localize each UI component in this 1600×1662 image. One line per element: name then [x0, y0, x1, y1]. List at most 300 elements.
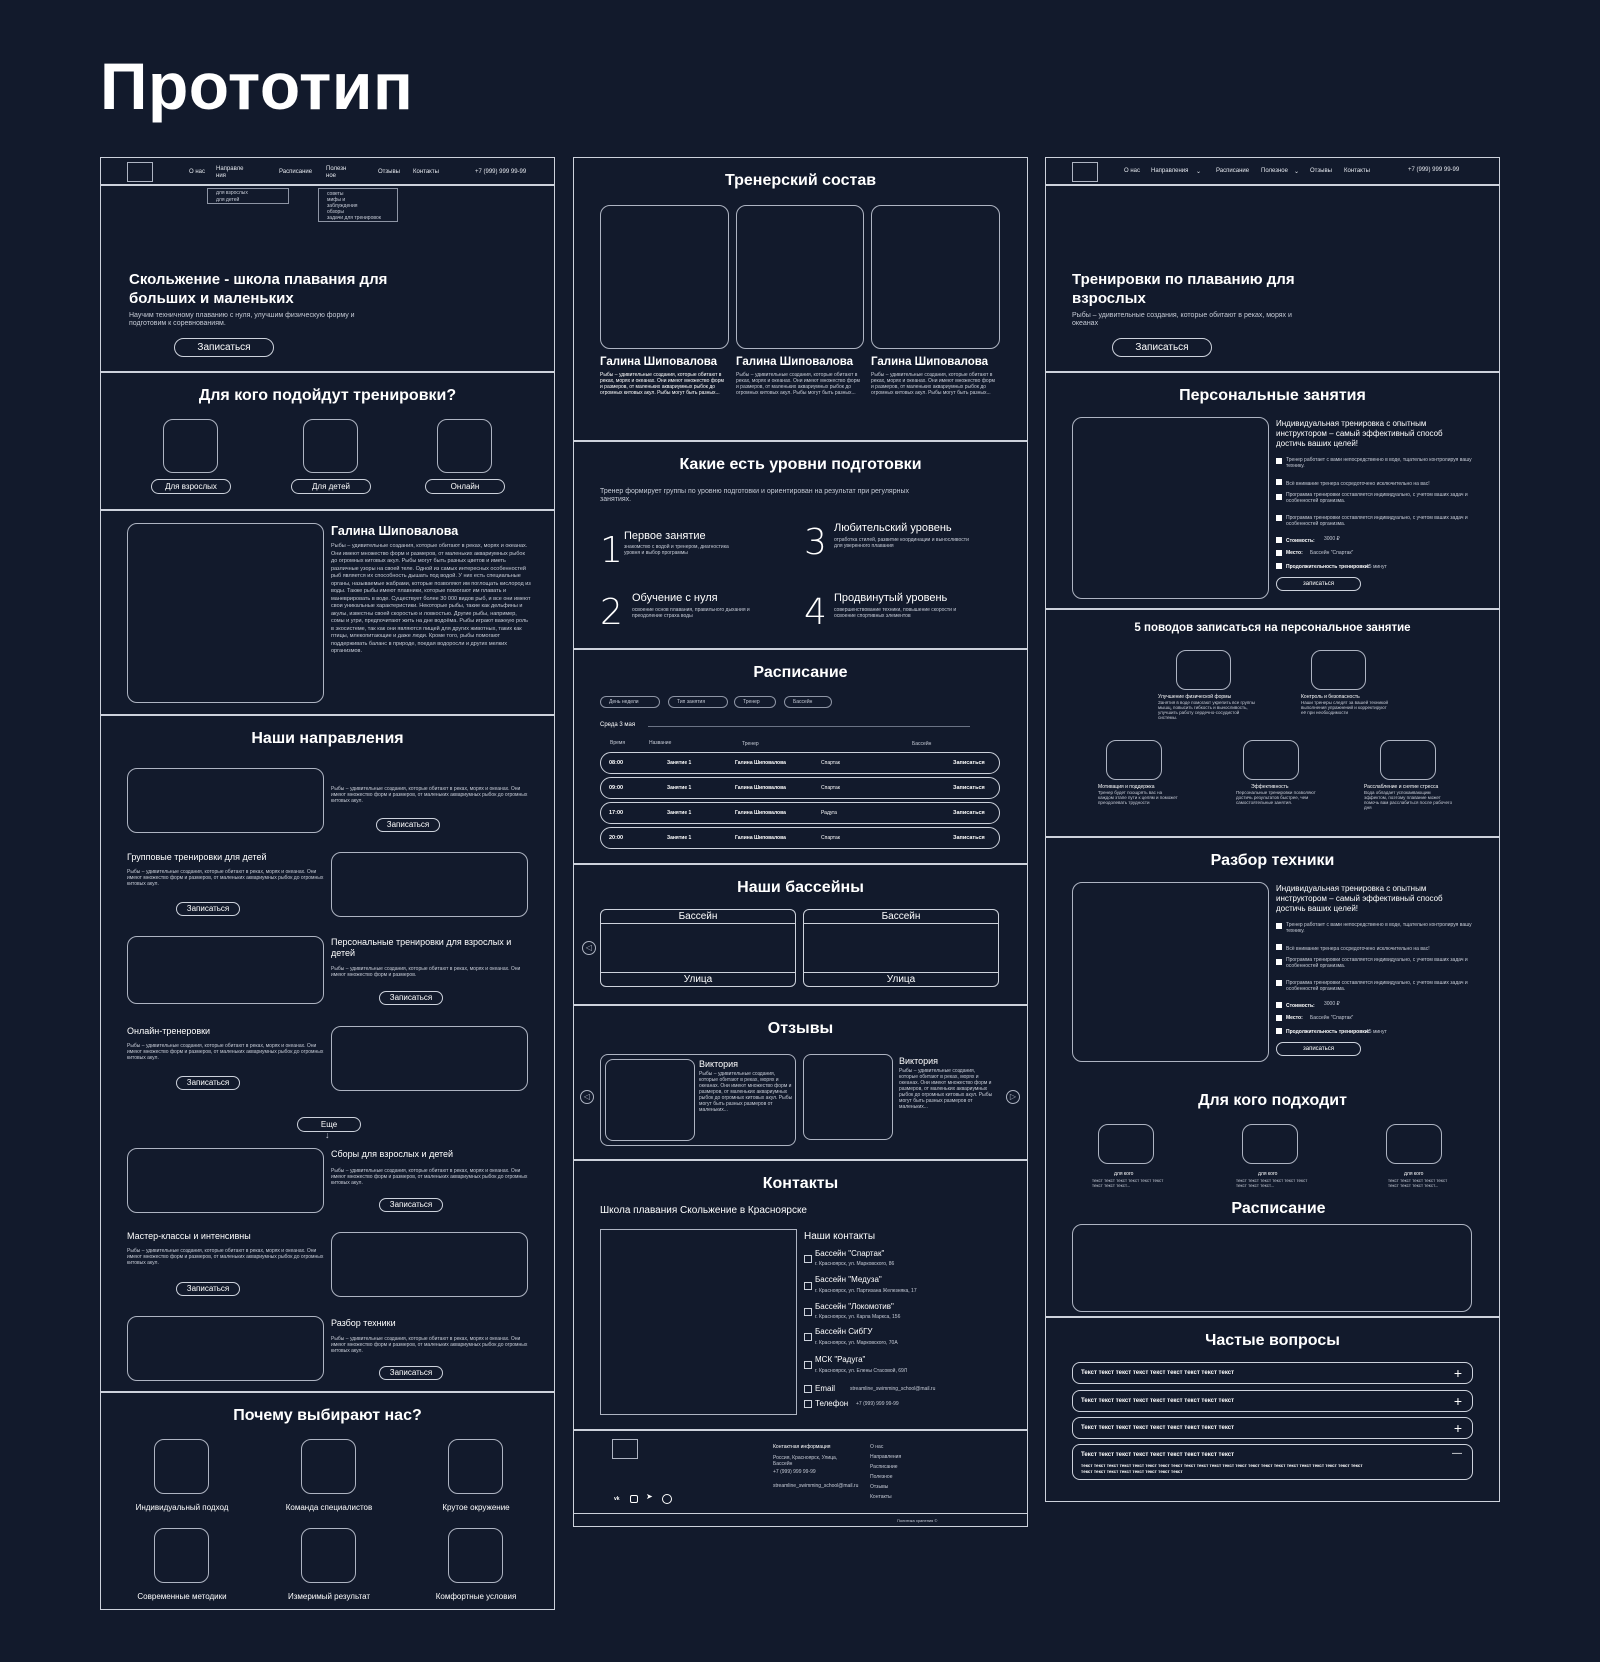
nav-about[interactable]: О нас: [189, 169, 205, 175]
email-value[interactable]: streamline_swimming_school@mail.ru: [850, 1386, 936, 1392]
nav-about[interactable]: О нас: [1124, 168, 1140, 174]
review-text: Рыбы – удивительные создания, которые обитают в реках, морях и океанах. Они имеют множество форм и размеров, от маленьких аквариумных рыбок до огромных китовых акул. Рыбы могут быть разных размеров от маленьких...: [699, 1071, 793, 1113]
row-coach: Галина Шиповалова: [735, 760, 786, 766]
who-online-button[interactable]: Онлайн: [425, 479, 505, 494]
contact-pool: Бассейн "Медуза": [815, 1275, 882, 1284]
pool-street: Улица: [804, 972, 998, 986]
who-kids-button[interactable]: Для детей: [291, 479, 371, 494]
more-button[interactable]: Еще: [297, 1117, 361, 1132]
faq-item[interactable]: [1072, 1390, 1473, 1412]
contact-address: г. Красноярск, ул. Партизана Железняка, 17: [815, 1288, 917, 1294]
header-phone[interactable]: +7 (999) 999 99-99: [475, 169, 527, 175]
row-signup-button[interactable]: Записаться: [953, 810, 985, 816]
coach-bio: Рыбы – удивительные создания, которые обитают в реках, морях и океанах. Они имеют множество форм и размеров, от маленьких аквариумных рыбок до огромных китовых акул. Рыбы могут быть разных...: [736, 372, 860, 396]
row-name: Занятие 1: [667, 810, 692, 816]
reason-text: Тренер будет поощрять вас на каждом этапе пути к целям и поможет преодолевать трудности: [1098, 790, 1178, 805]
header: [1046, 158, 1499, 186]
direction-text: Рыбы – удивительные создания, которые обитают в реках, морях и океанах. Они имеют множество форм и размеров, от маленьких аквариумных рыбок до огромных китовых акул.: [127, 1043, 324, 1061]
nav-directions[interactable]: Направления: [1151, 168, 1189, 174]
coach-bio: Рыбы – удивительные создания, которые обитают в реках, морях и океанах. Они имеют множество форм и размеров, от маленьких аквариумных рыбок до огромных китовых акул. Рыбы могут быть разных цветов и иметь различные узоры на своей теле. Одной из самых интересных особенностей рыб является их способность дышать под водой. У них есть специальные органы, называемые жабрами, которые позволяют им поглощать кислород из воды. Также рыбы имеют плавники, которые помогают им плавать и маневрировать в воде. Существует более 30 000 видов рыб, и все они имеют свои уникальные характеристики. Некоторые рыбы, такие как дельфины и акулы, известны своей скоростью и ловкостью. Другие рыбы, например, сомы и угри, предпочитают жить на дне водоёма. Рыбы играют важную роль в экосистеме, так как они являются пищей для других животных, таких как птицы, млекопитающие и даже люди. Кроме того, рыбы помогают поддерживать баланс в природе, поедая водоросли и других мелких организмов.: [331, 543, 531, 654]
who-card-image: [163, 419, 218, 473]
bullet-icon: [1276, 1028, 1282, 1034]
mail-icon: [804, 1385, 812, 1393]
row-coach: Галина Шиповалова: [735, 835, 786, 841]
duration-label: Продолжительность тренировки:: [1286, 564, 1370, 570]
personal-lead: Индивидуальная тренировка с опытным инструктором – самый эффективный способ достичь ваших целей!: [1276, 419, 1443, 448]
schedule-placeholder: [1072, 1224, 1472, 1312]
review-name: Виктория: [899, 1056, 939, 1066]
reason-title: Эффективность: [1251, 784, 1289, 790]
reason-text: Наши тренеры следят за вашей техникой выполнения упражнений и корректируют её при необходимости: [1301, 700, 1389, 715]
level-number: 2: [600, 592, 623, 633]
dd-kids[interactable]: для детей: [216, 197, 240, 203]
technique-section: [1046, 836, 1499, 1266]
col-coach: Тренер: [742, 741, 759, 747]
footer-info-title: Контактная информация: [773, 1444, 831, 1450]
bullet-icon: [1276, 458, 1282, 464]
row-name: Занятие 1: [667, 785, 692, 791]
pools-section: [574, 863, 1027, 1003]
why-label: Измеримый результат: [287, 1592, 371, 1601]
reason-text: Занятия в воде помогают укрепить все группы мышц, повысить гибкость и выносливость, улучшить работу сердечно-сосудистой системы.: [1158, 700, 1255, 720]
faq-question: Текст текст текст текст текст текст текст текст текст: [1081, 1398, 1235, 1404]
why-image: [448, 1439, 503, 1494]
coach-photo: [127, 523, 324, 703]
direction-image: [127, 1148, 324, 1213]
level-title: Первое занятие: [624, 530, 706, 542]
faq-item[interactable]: [1072, 1362, 1473, 1384]
faq-item-expanded[interactable]: [1072, 1444, 1473, 1480]
schedule-row: [600, 802, 1000, 824]
row-time: 08:00: [609, 760, 624, 766]
footer: [574, 1429, 1027, 1527]
footer-link-reviews[interactable]: Отзывы: [870, 1484, 889, 1490]
footer-email: streamline_swimming_school@mail.ru: [773, 1483, 859, 1489]
faq-answer: текст текст текст текст текст текст текст текст текст текст текст текст текст текст текст текст текст текст текст текст текст текст текст текст текст текст текст текст текст текст: [1081, 1463, 1363, 1474]
policy-text[interactable]: Политика хранения ©: [897, 1518, 938, 1523]
footer-link-useful[interactable]: Полезное: [870, 1474, 893, 1480]
row-coach: Галина Шиповалова: [735, 785, 786, 791]
schedule-row: [600, 752, 1000, 774]
row-coach: Галина Шиповалова: [735, 810, 786, 816]
nav-schedule[interactable]: Расписание: [279, 169, 313, 175]
nav-useful[interactable]: Полезное: [1261, 168, 1288, 174]
faq-question: Текст текст текст текст текст текст текст текст текст: [1081, 1452, 1235, 1458]
fit-text: текст текст текст текст текст текст текст текст текст...: [1092, 1178, 1164, 1188]
personal-image: [1072, 417, 1269, 599]
prev-arrow-icon[interactable]: ◁: [582, 941, 596, 955]
footer-phone: +7 (999) 999 99-99: [773, 1469, 816, 1475]
review-photo: [605, 1059, 695, 1141]
reviews-section: [574, 1004, 1027, 1159]
bullet-text: Тренер работает с вами непосредственно в воде, тщательно контролируя вашу технику.: [1286, 922, 1472, 934]
prototype-adults: [1045, 157, 1500, 1502]
direction-text: Рыбы – удивительные создания, которые обитают в реках, морях и океанах. Они имеют множество форм и размеров.: [331, 966, 521, 978]
pin-icon: [804, 1361, 812, 1369]
minus-icon[interactable]: —: [1452, 1448, 1462, 1459]
contacts-title: Контакты: [762, 1175, 839, 1192]
row-time: 09:00: [609, 785, 624, 791]
technique-signup-button[interactable]: записаться: [1276, 1042, 1361, 1056]
contact-pool: Бассейн "Локомотив": [815, 1302, 894, 1311]
direction-signup-button[interactable]: Записаться: [379, 991, 443, 1005]
reason-image: [1176, 650, 1231, 690]
level-number: 1: [600, 530, 623, 571]
divider: [648, 726, 970, 727]
schedule-date: Среда 3 мая: [600, 722, 636, 728]
filter-day[interactable]: День недели: [600, 696, 660, 708]
row-signup-button[interactable]: Записаться: [953, 785, 985, 791]
coach-name: Галина Шиповалова: [331, 524, 459, 538]
price-label: Стоимость:: [1286, 1003, 1315, 1009]
why-label: Крутое окружение: [442, 1503, 510, 1512]
levels-section: [574, 440, 1027, 648]
faq-question: Текст текст текст текст текст текст текст текст текст: [1081, 1370, 1235, 1376]
direction-title: Групповые тренировки для детей: [127, 852, 267, 862]
schedule-title: Расписание: [1231, 1200, 1326, 1217]
telegram-icon[interactable]: ➤: [646, 1492, 653, 1501]
nav-schedule[interactable]: Расписание: [1216, 168, 1250, 174]
footer-link-about[interactable]: О нас: [870, 1444, 884, 1450]
header: [101, 158, 554, 186]
level-desc: знакомство с водой и тренером, диагностика уровня и выбор программы: [624, 544, 729, 556]
direction-image: [331, 1026, 528, 1091]
reason-title: Улучшение физической формы: [1158, 694, 1232, 700]
phone-value[interactable]: +7 (999) 999 99-99: [856, 1401, 899, 1407]
review-card: [600, 1054, 796, 1146]
personal-section: [1046, 371, 1499, 608]
footer-logo[interactable]: [612, 1439, 638, 1459]
plus-icon[interactable]: +: [1453, 1393, 1462, 1409]
bullet-icon: [1276, 1015, 1282, 1021]
coach-name: Галина Шиповалова: [600, 356, 718, 368]
nav-reviews[interactable]: Отзывы: [378, 169, 400, 175]
whatsapp-icon[interactable]: [662, 1494, 672, 1504]
nav-useful[interactable]: Полезн ное: [326, 166, 347, 179]
dd-tips[interactable]: советы: [327, 191, 344, 197]
fit-image: [1386, 1124, 1442, 1164]
prev-arrow-icon[interactable]: ◁: [580, 1090, 594, 1104]
footer-link-schedule[interactable]: Расписание: [870, 1464, 898, 1470]
why-label: Индивидуальный подход: [135, 1503, 229, 1512]
level-title: Любительский уровень: [834, 522, 952, 534]
bullet-icon: [1276, 515, 1282, 521]
pool-name: Бассейн: [601, 910, 795, 924]
coach-name: Галина Шиповалова: [871, 356, 989, 368]
prototype-info: [573, 157, 1028, 1527]
direction-signup-button[interactable]: Записаться: [176, 902, 240, 916]
col-time: Время: [610, 740, 626, 746]
bullet-icon: [1276, 959, 1282, 965]
direction-title: Персональные тренировки для взрослых и детей: [331, 937, 512, 958]
review-photo: [803, 1054, 893, 1140]
bullet-icon: [1276, 980, 1282, 986]
review-text: Рыбы – удивительные создания, которые обитают в реках, морях и океанах. Они имеют множество форм и размеров, от маленьких аквариумных рыбок до огромных китовых акул. Рыбы могут быть разных размеров от маленьких...: [899, 1068, 993, 1110]
pin-icon: [804, 1255, 812, 1263]
pool-card[interactable]: [803, 909, 999, 987]
plus-icon[interactable]: +: [1453, 1420, 1462, 1436]
nav-directions[interactable]: Направле ния: [216, 166, 244, 179]
direction-text: Рыбы – удивительные создания, которые обитают в реках, морях и океанах. Они имеют множество форм и размеров, от маленьких аквариумных рыбок до огромных китовых акул.: [331, 1336, 528, 1354]
dd-myths[interactable]: мифы и заблуждения: [327, 197, 358, 209]
footer-link-directions[interactable]: Направления: [870, 1454, 902, 1460]
reason-image: [1243, 740, 1299, 780]
instagram-icon[interactable]: [630, 1495, 638, 1503]
direction-text: Рыбы – удивительные создания, которые обитают в реках, морях и океанах. Они имеют множество форм и размеров, от маленьких аквариумных рыбок до огромных китовых акул.: [331, 786, 528, 804]
bullet-icon: [1276, 550, 1282, 556]
bullet-icon: [1276, 479, 1282, 485]
why-image: [154, 1528, 209, 1583]
reason-title: Мотивация и поддержка: [1098, 784, 1155, 790]
bullet-text: Тренер работает с вами непосредственно в воде, тщательно контролируя вашу технику.: [1286, 457, 1472, 469]
contact-address: г. Красноярск, ул. Марковского, 86: [815, 1261, 895, 1267]
row-time: 17:00: [609, 810, 624, 816]
hero-subtitle: Рыбы – удивительные создания, которые обитают в реках, морях и океанах: [1072, 312, 1292, 327]
map[interactable]: [600, 1229, 797, 1415]
dd-adults[interactable]: для взрослых: [216, 190, 248, 196]
direction-image: [127, 936, 324, 1004]
fit-label: для кого: [1114, 1171, 1134, 1177]
direction-signup-button[interactable]: Записаться: [176, 1076, 240, 1090]
dd-reviews[interactable]: обзоры: [327, 209, 344, 215]
direction-signup-button[interactable]: Записаться: [176, 1282, 240, 1296]
who-title: Для кого подойдут тренировки?: [198, 387, 457, 404]
page-title: Прототип: [100, 49, 414, 123]
why-label: Команда специалистов: [285, 1503, 373, 1512]
dropdown-useful: [318, 188, 398, 222]
who-card-image: [437, 419, 492, 473]
pool-name: Бассейн: [804, 910, 998, 924]
level-desc: освоение основ плавания, правильного дыхания и преодоление страха воды: [632, 607, 750, 619]
chevron-down-icon[interactable]: ⌄: [1294, 169, 1300, 175]
directions-title: Наши направления: [251, 730, 404, 747]
direction-signup-button[interactable]: Записаться: [379, 1198, 443, 1212]
price-label: Стоимость:: [1286, 538, 1315, 544]
footer-link-contacts[interactable]: Контакты: [870, 1494, 892, 1500]
who-adults-button[interactable]: Для взрослых: [151, 479, 231, 494]
row-pool: Спартак: [821, 785, 840, 791]
filter-pool[interactable]: Бассейн: [784, 696, 832, 708]
nav-contacts[interactable]: Контакты: [413, 169, 439, 175]
bullet-icon: [1276, 494, 1282, 500]
reason-image: [1380, 740, 1436, 780]
directions-section: [101, 714, 554, 1398]
reasons-title: 5 поводов записаться на персональное занятие: [1134, 622, 1411, 634]
hero-signup-button[interactable]: Записаться: [1112, 338, 1212, 357]
duration-value: 45 минут: [1366, 1029, 1387, 1035]
why-image: [154, 1439, 209, 1494]
place-value: Бассейн "Спартак": [1310, 1015, 1354, 1021]
direction-title: Сборы для взрослых и детей: [331, 1149, 454, 1159]
schedule-row: [600, 777, 1000, 799]
vk-icon[interactable]: vk: [614, 1496, 620, 1502]
direction-text: Рыбы – удивительные создания, которые обитают в реках, морях и океанах. Они имеют множество форм и размеров, от маленьких аквариумных рыбок до огромных китовых акул.: [127, 1248, 324, 1266]
bullet-text: Программа тренировки составляется индивидуально, с учетом ваших задач и особенностей организма.: [1286, 980, 1468, 992]
duration-label: Продолжительность тренировки:: [1286, 1029, 1370, 1035]
faq-question: Текст текст текст текст текст текст текст текст текст: [1081, 1425, 1235, 1431]
fit-text: текст текст текст текст текст текст текст текст текст...: [1236, 1178, 1308, 1188]
fit-image: [1242, 1124, 1298, 1164]
technique-lead: Индивидуальная тренировка с опытным инструктором – самый эффективный способ достичь ваших целей!: [1276, 884, 1443, 913]
direction-text: Рыбы – удивительные создания, которые обитают в реках, морях и океанах. Они имеют множество форм и размеров, от маленьких аквариумных рыбок до огромных китовых акул.: [127, 869, 324, 887]
pools-title: Наши бассейны: [737, 879, 864, 896]
faq-section: [1046, 1316, 1499, 1502]
header-phone[interactable]: +7 (999) 999 99-99: [1408, 167, 1460, 173]
duration-value: 45 минут: [1366, 564, 1387, 570]
technique-title: Разбор техники: [1210, 852, 1335, 869]
hero-title: Тренировки по плаванию для взрослых: [1072, 271, 1295, 307]
reason-image: [1106, 740, 1162, 780]
fit-label: для кого: [1404, 1171, 1424, 1177]
coach-name: Галина Шиповалова: [736, 356, 854, 368]
contact-address: г. Красноярск, ул. Елены Стасовой, 69Л: [815, 1368, 908, 1374]
direction-signup-button[interactable]: Записаться: [376, 818, 440, 832]
direction-image: [127, 768, 324, 833]
place-value: Бассейн "Спартак": [1310, 550, 1354, 556]
review-name: Виктория: [699, 1059, 739, 1069]
contact-address: г. Красноярск, ул. Карла Маркса, 156: [815, 1314, 901, 1320]
pin-icon: [804, 1333, 812, 1341]
phone-icon: [804, 1400, 812, 1408]
level-title: Продвинутый уровень: [834, 592, 948, 604]
fit-title: Для кого подходит: [1198, 1092, 1347, 1109]
next-arrow-icon[interactable]: ▷: [1006, 1090, 1020, 1104]
direction-text: Рыбы – удивительные создания, которые обитают в реках, морях и океанах. Они имеют множество форм и размеров, от маленьких аквариумных рыбок до огромных китовых акул.: [331, 1168, 528, 1186]
reason-title: Контроль и безопасность: [1301, 694, 1360, 700]
technique-image: [1072, 882, 1269, 1062]
contact-pool: Бассейн СибГУ: [815, 1327, 873, 1336]
reason-text: Персональные тренировки позволяют достичь результатов быстрее, чем самостоятельные занятия.: [1236, 790, 1316, 805]
coach-photo: [736, 205, 864, 349]
level-title: Обучение с нуля: [632, 592, 718, 604]
col-pool: Бассейн: [912, 741, 932, 747]
bullet-text: Программа тренировки составляется индивидуально, с учетом ваших задач и особенностей организма.: [1286, 515, 1468, 527]
contact-pool: МСК "Радуга": [815, 1355, 866, 1364]
level-number: 4: [804, 592, 827, 633]
reasons-section: [1046, 608, 1499, 828]
why-title: Почему выбирают нас?: [233, 1407, 422, 1424]
prototype-home: [100, 157, 555, 1610]
who-section: [101, 371, 554, 508]
dd-tasks[interactable]: задачи для тренировок: [327, 215, 381, 221]
direction-signup-button[interactable]: Записаться: [379, 1366, 443, 1380]
row-pool: Спартак: [821, 760, 840, 766]
personal-signup-button[interactable]: записаться: [1276, 577, 1361, 591]
why-image: [448, 1528, 503, 1583]
hero-signup-button[interactable]: Записаться: [174, 338, 274, 357]
level-number: 3: [804, 522, 827, 563]
filter-coach[interactable]: Тренер: [734, 696, 776, 708]
pool-card[interactable]: [600, 909, 796, 987]
price-value: 3000 ₽: [1324, 536, 1340, 542]
coach-bio: Рыбы – удивительные создания, которые обитают в реках, морях и океанах. Они имеют множество форм и размеров, от маленьких аквариумных рыбок до огромных китовых акул. Рыбы могут быть разных...: [871, 372, 995, 396]
email-label: Email: [815, 1384, 836, 1393]
level-desc: отработка стилей, развитие координации и выносливости для уверенного плавания: [834, 537, 969, 549]
pin-icon: [804, 1282, 812, 1290]
bullet-text: Программа тренировки составляется индивидуально, с учетом ваших задач и особенностей организма.: [1286, 492, 1468, 504]
bullet-text: Всё внимание тренера сосредоточено исключительно на вас!: [1286, 946, 1430, 952]
price-value: 3000 ₽: [1324, 1001, 1340, 1007]
contacts-subtitle: Школа плавания Скольжение в Красноярске: [600, 1205, 807, 1216]
logo[interactable]: [127, 162, 153, 182]
coaches-title: Тренерский состав: [724, 172, 877, 189]
why-label: Современные методики: [137, 1592, 227, 1601]
why-label: Комфортные условия: [435, 1592, 517, 1601]
fit-text: текст текст текст текст текст текст текст текст текст...: [1388, 1178, 1448, 1188]
nav-reviews[interactable]: Отзывы: [1310, 168, 1332, 174]
row-name: Занятие 1: [667, 760, 692, 766]
hero-title: Скольжение - школа плавания для больших и маленьких: [129, 271, 388, 307]
reason-image: [1311, 650, 1366, 690]
contact-address: г. Красноярск, ул. Марковского, 70А: [815, 1340, 898, 1346]
direction-image: [127, 1316, 324, 1381]
direction-image: [331, 1232, 528, 1297]
faq-title: Частые вопросы: [1205, 1332, 1340, 1349]
who-card-image: [303, 419, 358, 473]
contacts-section: [574, 1159, 1027, 1429]
level-desc: совершенствование техники, повышение скорости и освоение спортивных элементов: [834, 607, 957, 619]
coach-bio: Рыбы – удивительные создания, которые обитают в реках, морях и океанах. Они имеют множество форм и размеров, от маленьких аквариумных рыбок до огромных китовых акул. Рыбы могут быть разных...: [600, 372, 724, 396]
footer-divider: [574, 1513, 1027, 1514]
direction-image: [331, 852, 528, 917]
why-section: [101, 1391, 554, 1610]
row-name: Занятие 1: [667, 835, 692, 841]
fit-image: [1098, 1124, 1154, 1164]
bullet-icon: [1276, 563, 1282, 569]
row-pool: Радуга: [821, 810, 837, 816]
faq-item[interactable]: [1072, 1417, 1473, 1439]
coach-section: [101, 509, 554, 713]
fit-label: для кого: [1258, 1171, 1278, 1177]
filter-type[interactable]: Тип занятия: [668, 696, 728, 708]
direction-title: Онлайн-тренеровки: [127, 1026, 211, 1036]
chevron-down-icon[interactable]: ⌄: [1196, 169, 1202, 175]
review-card: [803, 1054, 999, 1146]
why-image: [301, 1439, 356, 1494]
row-signup-button[interactable]: Записаться: [953, 760, 985, 766]
col-name: Название: [649, 740, 672, 746]
logo[interactable]: [1072, 162, 1098, 182]
more-arrow-icon: ↓: [325, 1130, 330, 1140]
our-contacts-title: Наши контакты: [804, 1231, 876, 1242]
why-image: [301, 1528, 356, 1583]
bullet-icon: [1276, 537, 1282, 543]
reason-text: Вода обладает успокаивающим эффектом, поэтому плавание может помочь вам расслабиться после рабочего дня: [1364, 790, 1453, 810]
place-label: Место:: [1286, 1015, 1303, 1021]
schedule-title: Расписание: [753, 664, 848, 681]
coach-photo: [600, 205, 729, 349]
plus-icon[interactable]: +: [1453, 1365, 1462, 1381]
direction-title: Разбор техники: [331, 1318, 396, 1328]
schedule-section: [574, 648, 1027, 863]
bullet-icon: [1276, 1002, 1282, 1008]
coach-photo: [871, 205, 1000, 349]
dropdown-directions: [207, 188, 289, 204]
pin-icon: [804, 1308, 812, 1316]
levels-subtitle: Тренер формирует группы по уровню подготовки и ориентирован на результат при регулярных занятиях.: [600, 488, 909, 503]
bullet-text: Всё внимание тренера сосредоточено исключительно на вас!: [1286, 481, 1430, 487]
row-signup-button[interactable]: Записаться: [953, 835, 985, 841]
nav-contacts[interactable]: Контакты: [1344, 168, 1370, 174]
phone-label: Телефон: [815, 1399, 849, 1408]
reviews-title: Отзывы: [767, 1020, 834, 1037]
direction-title: Мастер-классы и интенсивны: [127, 1231, 251, 1241]
pool-street: Улица: [601, 972, 795, 986]
schedule-row: [600, 827, 1000, 849]
row-pool: Спартак: [821, 835, 840, 841]
levels-title: Какие есть уровни подготовки: [679, 456, 922, 473]
contact-pool: Бассейн "Спартак": [815, 1249, 885, 1258]
